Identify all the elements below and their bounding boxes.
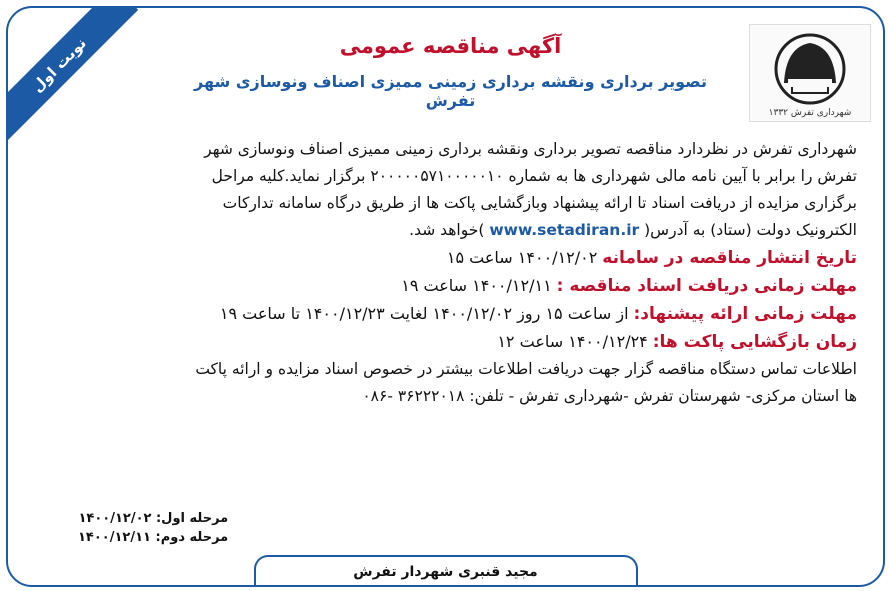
- dome-emblem-icon: [750, 25, 870, 121]
- logo-text: شهرداری تفرش ۱۳۳۲: [768, 108, 852, 118]
- item-opening-time: زمان بازگشایی پاکت ها: ۱۴۰۰/۱۲/۲۴ ساعت ۱۲: [497, 332, 857, 352]
- signature-tab: مجید قنبری شهردار تفرش: [254, 555, 638, 587]
- contact-line: ها استان مرکزی- شهرستان تفرش -شهرداری تفرش - تلفن: ۳۶۲۲۲۰۱۸ -۰۸۶: [362, 387, 857, 405]
- notice-subtitle: تصویر برداری ونقشه برداری زمینی ممیزی اصناف ونوسازی شهر تفرش: [194, 72, 707, 110]
- item-publish-date: تاریخ انتشار مناقصه در سامانه ۱۴۰۰/۱۲/۰۲ ساعت ۱۵: [446, 248, 857, 268]
- setadiran-link[interactable]: www.setadiran.ir: [489, 221, 640, 239]
- stage-dates: [78, 509, 228, 547]
- municipality-logo: [749, 24, 871, 122]
- item-documents-deadline: مهلت زمانی دریافت اسناد مناقصه : ۱۴۰۰/۱۲/۱۱ ساعت ۱۹: [401, 276, 857, 296]
- notice-title: آگهی مناقصه عمومی: [339, 34, 562, 58]
- notice-frame: [6, 6, 885, 587]
- paragraph-line: شهرداری تفرش در نظردارد مناقصه تصویر برداری ونقشه برداری زمینی ممیزی اصناف ونوسازی شهر: [204, 140, 857, 158]
- paragraph-line: تفرش را برابر با آیین نامه مالی شهرداری ها به شماره ۲۰۰۰۰۰۵۷۱۰۰۰۰۰۱۰ برگزار نماید.کلیه مراحل: [211, 167, 857, 185]
- paragraph-line-url: الکترونیک دولت (ستاد) به آدرس( www.setadiran.ir )خواهد شد.: [409, 221, 857, 239]
- notice-body: [34, 136, 857, 410]
- stage-second: مرحله دوم: ۱۴۰۰/۱۲/۱۱: [78, 530, 229, 545]
- corner-label: نوبت اول: [28, 34, 90, 96]
- corner-ribbon: [6, 6, 138, 144]
- item-proposal-deadline: مهلت زمانی ارائه پیشنهاد: از ساعت ۱۵ روز ۱۴۰۰/۱۲/۰۲ لغایت ۱۴۰۰/۱۲/۲۳ تا ساعت ۱۹: [219, 304, 857, 324]
- paragraph-line: برگزاری مزایده از دریافت اسناد تا ارائه پیشنهاد وبازگشایی پاکت ها از طریق درگاه سامانه تدارکات: [222, 194, 857, 212]
- stage-first: مرحله اول: ۱۴۰۰/۱۲/۰۲: [78, 511, 229, 526]
- contact-line: اطلاعات تماس دستگاه مناقصه گزار جهت دریافت اطلاعات بیشتر در خصوص اسناد مزایده و ارائه پاکت: [195, 360, 857, 378]
